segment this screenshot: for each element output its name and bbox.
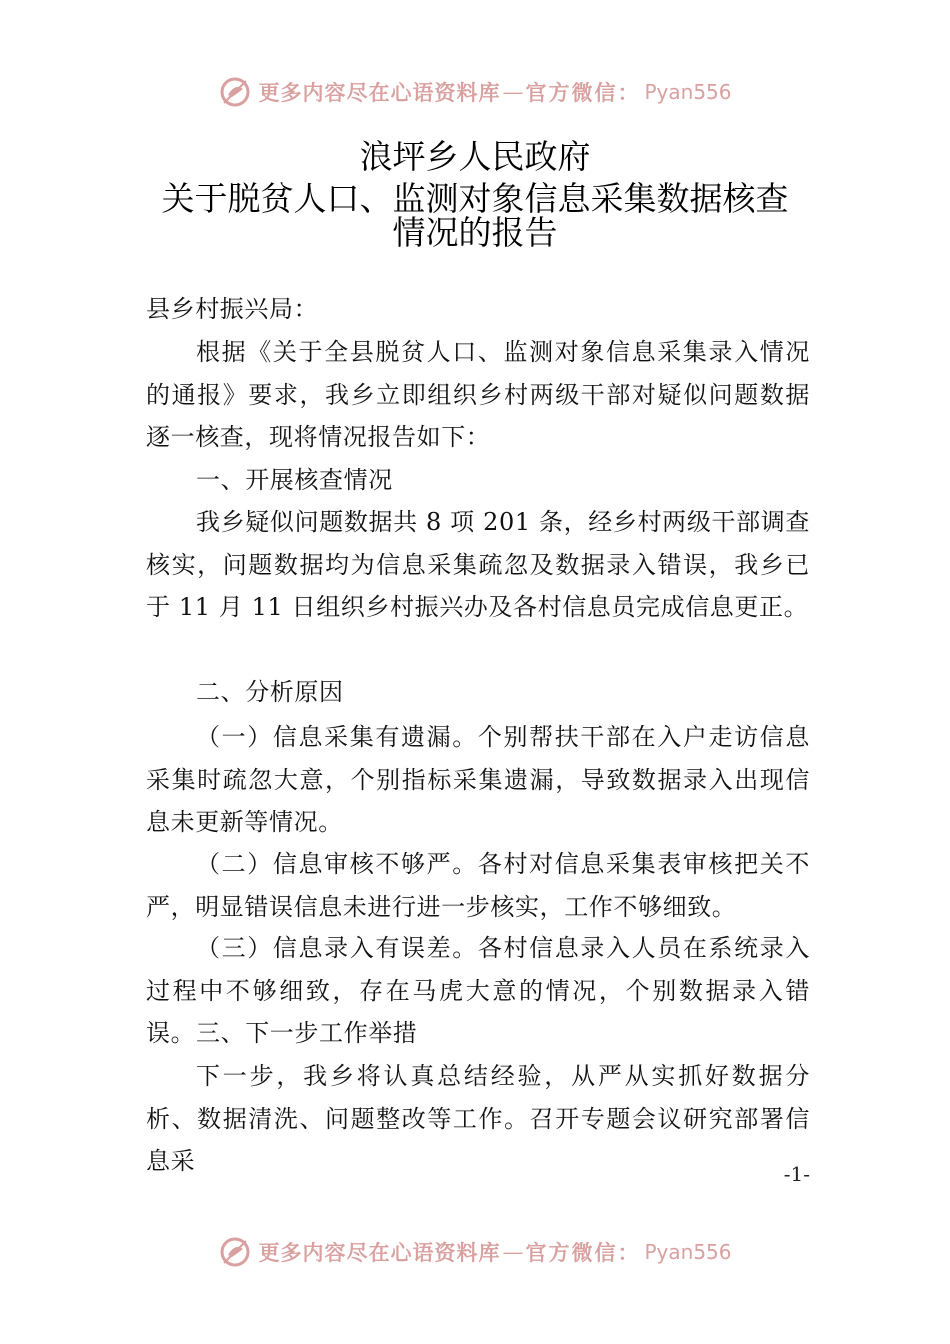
intro-paragraph: 根据《关于全县脱贫人口、监测对象信息采集录入情况的通报》要求，我乡立即组织乡村两级干部对疑似问题数据逐一核查，现将情况报告如下： bbox=[146, 338, 810, 451]
watermark-text: 更多内容尽在心语资料库 bbox=[258, 80, 501, 105]
reason3-paragraph: （三）信息录入有误差。各村信息录入人员在系统录入过程中不够细致，存在马虎大意的情况，个别数据录入错误。 bbox=[146, 934, 810, 1047]
reason2-paragraph: （二）信息审核不够严。各村对信息采集表审核把关不严，明显错误信息未进行进一步核实，工作不够细致。 bbox=[146, 850, 810, 921]
watermark-wechat-id: Pyan556 bbox=[644, 80, 732, 104]
watermark-banner-top bbox=[0, 72, 950, 112]
reason1-paragraph: （一）信息采集有遗漏。个别帮扶干部在入户走访信息采集时疏忽大意，个别指标采集遗漏，导致数据录入出现信息未更新等情况。 bbox=[146, 723, 810, 836]
logo-icon bbox=[218, 75, 252, 109]
page-number: -1- bbox=[783, 1162, 810, 1186]
section1-paragraph: 我乡疑似问题数据共 8 项 201 条，经乡村两级干部调查核实，问题数据均为信息采集疏忽及数据录入错误，我乡已于 11 月 11 日组织乡村振兴办及各村信息员完成信息更正。 bbox=[146, 508, 810, 621]
watermark-wechat-id: Pyan556 bbox=[644, 1240, 732, 1264]
watermark-separator: — bbox=[502, 1240, 524, 1264]
watermark-wechat-label: 官方微信： bbox=[525, 1240, 641, 1265]
section2-heading: 二、分析原因 bbox=[196, 678, 344, 706]
title-line-3: 情况的报告 bbox=[392, 213, 558, 252]
section3-paragraph: 下一步，我乡将认真总结经验，从严从实抓好数据分析、数据清洗、问题整改等工作。召开专题会议研究部署信息采 bbox=[146, 1062, 810, 1175]
watermark-text: 更多内容尽在心语资料库 bbox=[258, 1240, 501, 1265]
watermark-separator: — bbox=[502, 80, 524, 104]
section3-heading: 三、下一步工作举措 bbox=[196, 1019, 418, 1047]
salutation: 县乡村振兴局： bbox=[146, 295, 319, 323]
watermark-wechat-label: 官方微信： bbox=[525, 80, 641, 105]
logo-icon bbox=[218, 1235, 252, 1269]
section1-heading: 一、开展核查情况 bbox=[196, 466, 393, 494]
watermark-banner-bottom bbox=[0, 1232, 950, 1272]
title-line-1: 浪坪乡人民政府 bbox=[359, 137, 591, 176]
title-line-2: 关于脱贫人口、监测对象信息采集数据核查 bbox=[161, 179, 789, 218]
